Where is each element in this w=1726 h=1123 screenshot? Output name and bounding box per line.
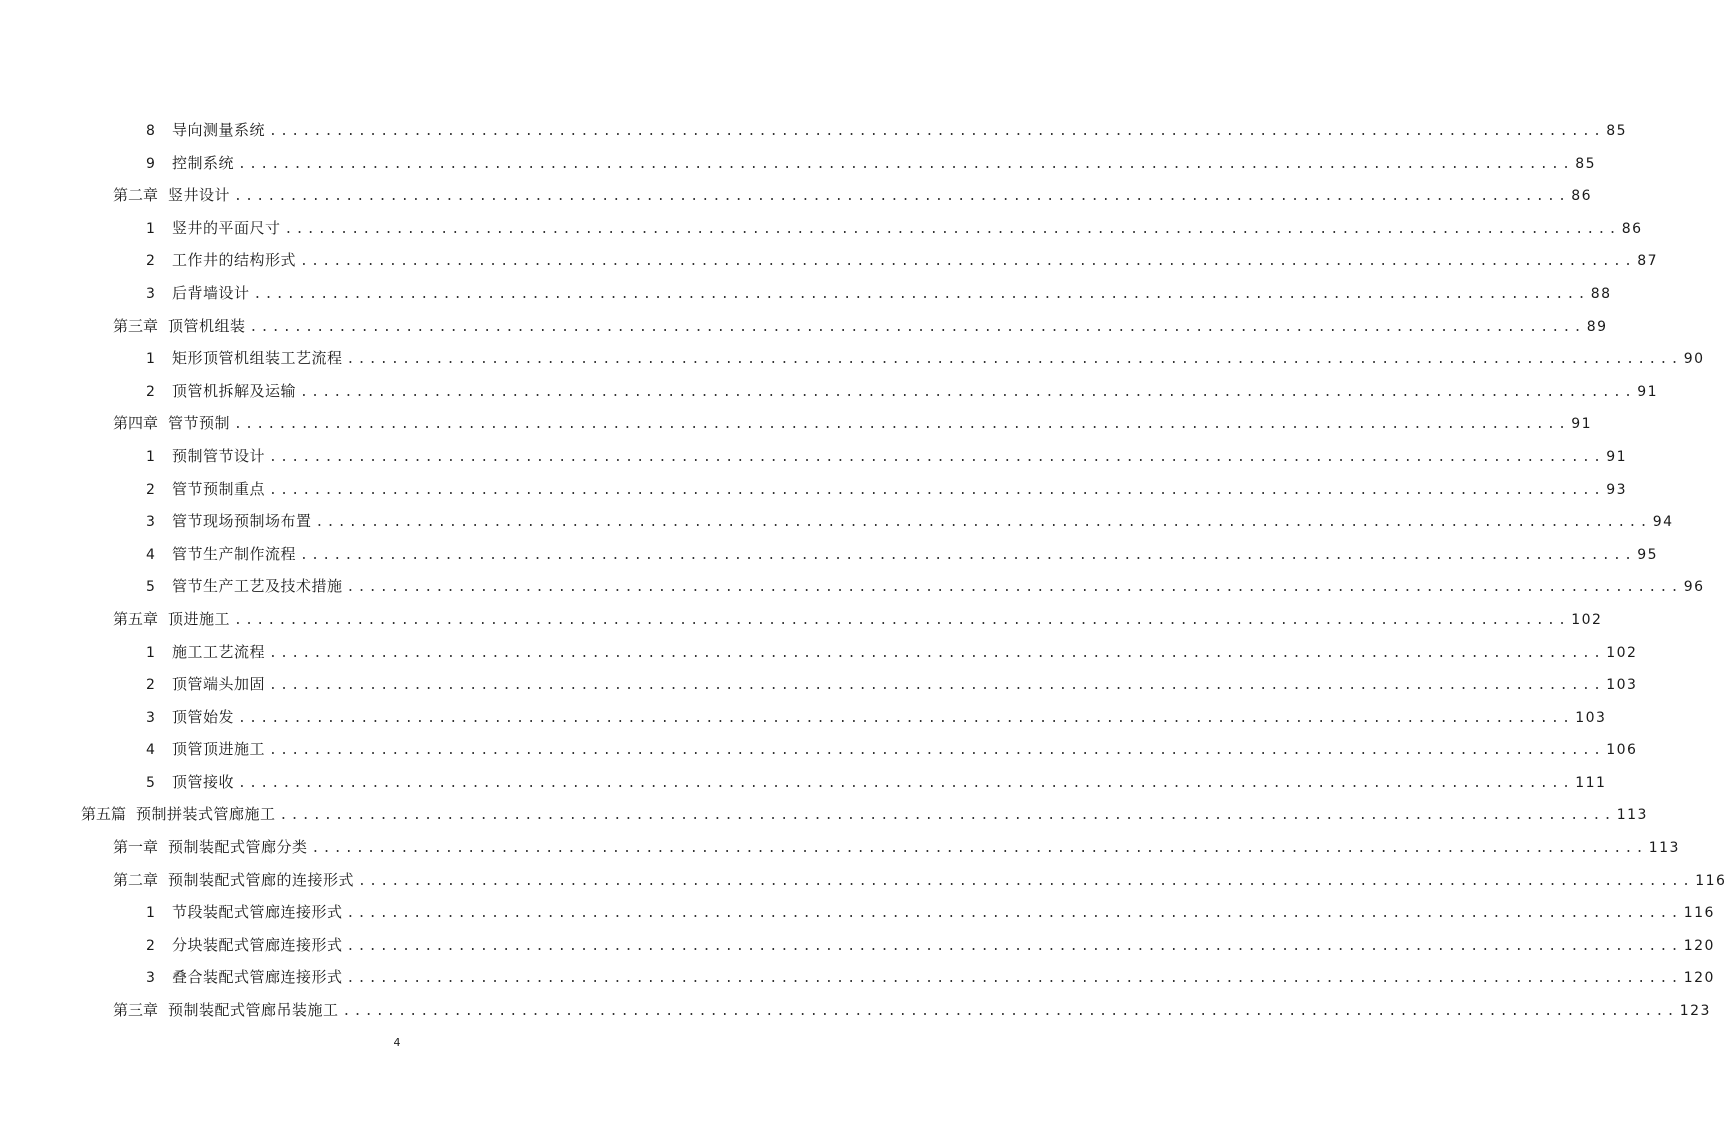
toc-entry-number: 5	[146, 579, 155, 596]
toc-entry-page: 113	[1616, 807, 1648, 824]
toc-entry-number: 8	[146, 123, 155, 139]
toc-entry[interactable]	[0, 375, 1659, 408]
toc-entry-title: 顶管机组装	[168, 316, 246, 335]
toc-entry-page: 120	[1683, 970, 1715, 987]
dot-leader: ........................................................................................................................	[238, 710, 1574, 726]
toc-entry-title: 控制系统	[172, 153, 235, 172]
table-of-contents	[0, 114, 1726, 1027]
toc-entry-title: 节段装配式管廊连接形式	[172, 903, 343, 922]
toc-entry[interactable]	[0, 147, 1597, 180]
toc-entry[interactable]	[0, 831, 1680, 864]
toc-entry-title: 顶管顶进施工	[172, 740, 266, 759]
toc-entry-title: 分块装配式管廊连接形式	[172, 935, 343, 954]
toc-entry-number: 第三章	[113, 316, 159, 335]
toc-entry-number: 第五篇	[81, 805, 127, 824]
toc-entry-number: 3	[146, 514, 155, 531]
toc-entry-title: 顶管接收	[172, 772, 235, 791]
toc-entry-number: 4	[146, 546, 155, 563]
dot-leader: ........................................................................................................................	[249, 319, 1585, 335]
toc-entry-title: 竖井设计	[168, 186, 231, 205]
toc-entry-title: 管节预制重点	[172, 479, 266, 498]
toc-entry-page: 120	[1683, 937, 1715, 954]
toc-entry-title: 管节预制	[168, 414, 231, 433]
toc-entry[interactable]	[0, 505, 1674, 538]
toc-entry[interactable]	[0, 733, 1638, 766]
toc-entry[interactable]	[0, 212, 1643, 245]
toc-entry-page: 102	[1606, 644, 1638, 661]
toc-entry[interactable]	[0, 668, 1638, 701]
toc-entry-page: 123	[1679, 1003, 1711, 1020]
toc-entry-page: 91	[1606, 448, 1628, 465]
dot-leader: ........................................................................................................................	[269, 449, 1605, 465]
toc-entry-number: 第三章	[113, 1001, 159, 1020]
toc-entry-page: 91	[1571, 416, 1593, 433]
dot-leader: ........................................................................................................................	[346, 580, 1682, 596]
dot-leader: ........................................................................................................................	[342, 1004, 1678, 1020]
toc-entry-title: 预制装配式管廊吊装施工	[168, 1001, 339, 1020]
toc-entry[interactable]	[0, 570, 1705, 603]
dot-leader: ........................................................................................................................	[315, 515, 1651, 531]
toc-entry-number: 第五章	[113, 609, 159, 628]
toc-entry-title: 预制拼装式管廊施工	[136, 805, 276, 824]
toc-entry[interactable]	[0, 342, 1705, 375]
toc-entry-number: 第二章	[113, 186, 159, 205]
toc-entry-page: 103	[1575, 709, 1607, 726]
toc-entry-page: 111	[1575, 774, 1607, 791]
toc-entry[interactable]	[0, 929, 1715, 962]
dot-leader: ........................................................................................................................	[300, 547, 1636, 563]
toc-entry-number: 2	[146, 937, 155, 954]
toc-entry-page: 89	[1586, 318, 1608, 335]
toc-entry-page: 91	[1637, 383, 1659, 400]
toc-entry-page: 95	[1637, 546, 1659, 563]
toc-entry[interactable]	[0, 440, 1628, 473]
toc-entry-number: 2	[146, 383, 155, 400]
toc-entry-page: 86	[1571, 188, 1593, 205]
dot-leader: ........................................................................................................................	[346, 971, 1682, 987]
toc-entry-page: 103	[1606, 677, 1638, 694]
toc-entry-number: 3	[146, 970, 155, 987]
dot-leader: ........................................................................................................................	[238, 156, 1574, 172]
toc-entry[interactable]	[0, 244, 1659, 277]
toc-entry-page: 90	[1683, 351, 1705, 368]
toc-entry-title: 顶进施工	[168, 609, 231, 628]
toc-entry-number: 1	[146, 448, 155, 465]
dot-leader: ........................................................................................................................	[358, 873, 1694, 889]
toc-entry-page: 94	[1652, 514, 1674, 531]
toc-entry[interactable]	[0, 277, 1612, 310]
toc-entry-title: 施工工艺流程	[172, 642, 266, 661]
dot-leader: ........................................................................................................................	[269, 645, 1605, 661]
toc-entry[interactable]	[0, 310, 1608, 343]
toc-entry[interactable]	[0, 798, 1648, 831]
toc-entry-title: 工作井的结构形式	[172, 251, 297, 270]
toc-entry-number: 2	[146, 253, 155, 270]
toc-entry-title: 叠合装配式管廊连接形式	[172, 968, 343, 987]
toc-entry-number: 1	[146, 351, 155, 368]
dot-leader: ........................................................................................................................	[311, 841, 1647, 857]
toc-entry-title: 管节现场预制场布置	[172, 512, 312, 531]
dot-leader: ........................................................................................................................	[269, 678, 1605, 694]
toc-entry-number: 3	[146, 285, 155, 302]
dot-leader: ........................................................................................................................	[346, 352, 1682, 368]
toc-entry-number: 9	[146, 155, 155, 172]
toc-entry-title: 预制装配式管廊的连接形式	[168, 870, 355, 889]
toc-entry-title: 预制装配式管廊分类	[168, 838, 308, 857]
toc-entry-number: 第四章	[113, 414, 159, 433]
toc-entry-page: 85	[1575, 155, 1597, 172]
toc-entry-page: 88	[1590, 285, 1612, 302]
toc-entry[interactable]	[0, 179, 1593, 212]
dot-leader: ........................................................................................................................	[269, 482, 1605, 498]
dot-leader: ........................................................................................................................	[300, 384, 1636, 400]
toc-entry-title: 竖井的平面尺寸	[172, 218, 281, 237]
dot-leader: ........................................................................................................................	[269, 124, 1605, 139]
dot-leader: ........................................................................................................................	[253, 286, 1589, 302]
toc-entry-page: 113	[1648, 840, 1680, 857]
dot-leader: ........................................................................................................................	[234, 417, 1570, 433]
toc-entry-number: 4	[146, 742, 155, 759]
toc-entry-number: 3	[146, 709, 155, 726]
toc-entry-title: 顶管机拆解及运输	[172, 381, 297, 400]
page-number: 4	[393, 1036, 401, 1049]
toc-entry-title: 导向测量系统	[172, 121, 266, 139]
dot-leader: ........................................................................................................................	[346, 906, 1682, 922]
toc-entry-page: 87	[1637, 253, 1659, 270]
toc-entry-number: 1	[146, 220, 155, 237]
toc-entry[interactable]	[0, 473, 1628, 506]
toc-entry-number: 2	[146, 481, 155, 498]
toc-entry-number: 5	[146, 774, 155, 791]
toc-entry-page: 85	[1606, 123, 1628, 139]
toc-entry[interactable]	[0, 896, 1715, 929]
toc-entry-page: 116	[1683, 905, 1715, 922]
toc-entry-title: 顶管端头加固	[172, 675, 266, 694]
toc-entry[interactable]	[0, 603, 1603, 636]
dot-leader: ........................................................................................................................	[346, 938, 1682, 954]
toc-entry-number: 第二章	[113, 870, 159, 889]
toc-entry[interactable]	[0, 636, 1638, 669]
toc-entry-title: 后背墙设计	[172, 283, 250, 302]
toc-entry[interactable]	[0, 864, 1726, 897]
toc-entry-title: 管节生产制作流程	[172, 544, 297, 563]
toc-entry-title: 顶管始发	[172, 707, 235, 726]
dot-leader: ........................................................................................................................	[300, 254, 1636, 270]
toc-entry-title: 矩形顶管机组装工艺流程	[172, 349, 343, 368]
dot-leader: ........................................................................................................................	[234, 189, 1570, 205]
dot-leader: ........................................................................................................................	[279, 808, 1615, 824]
toc-entry-page: 116	[1695, 872, 1726, 889]
toc-entry-title: 管节生产工艺及技术措施	[172, 577, 343, 596]
toc-entry-title: 预制管节设计	[172, 446, 266, 465]
toc-entry-page: 102	[1571, 611, 1603, 628]
dot-leader: ........................................................................................................................	[238, 775, 1574, 791]
toc-entry[interactable]	[0, 538, 1659, 571]
toc-entry-page: 86	[1621, 220, 1643, 237]
toc-entry-number: 第一章	[113, 838, 159, 857]
toc-entry-number: 1	[146, 644, 155, 661]
toc-entry-number: 2	[146, 677, 155, 694]
toc-entry[interactable]	[0, 701, 1607, 734]
toc-entry[interactable]	[0, 407, 1593, 440]
dot-leader: ........................................................................................................................	[269, 743, 1605, 759]
toc-entry[interactable]	[0, 766, 1607, 799]
dot-leader: ........................................................................................................................	[284, 221, 1620, 237]
toc-entry-page: 93	[1606, 481, 1628, 498]
toc-entry-number: 1	[146, 905, 155, 922]
toc-entry[interactable]	[0, 994, 1711, 1027]
toc-entry[interactable]	[0, 114, 1628, 147]
toc-entry-page: 106	[1606, 742, 1638, 759]
toc-entry[interactable]	[0, 961, 1715, 994]
dot-leader: ........................................................................................................................	[234, 612, 1570, 628]
toc-entry-page: 96	[1683, 579, 1705, 596]
